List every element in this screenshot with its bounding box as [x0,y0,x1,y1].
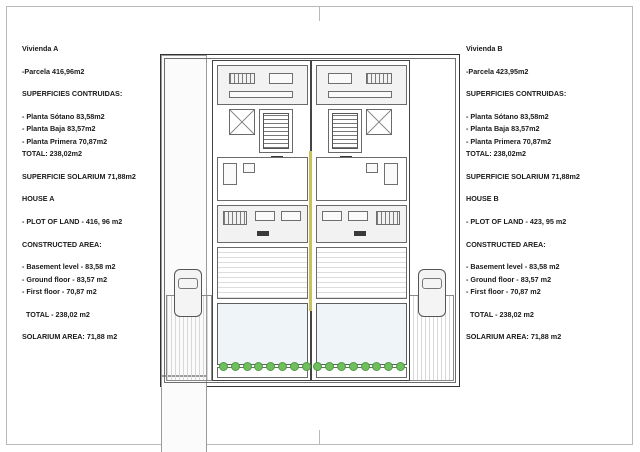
top-center-tick [319,7,320,21]
shrub-icon [372,362,381,371]
text-column-house-b [466,44,616,350]
house-b-total-en: TOTAL - 238,02 m2 [466,309,534,319]
parked-car-right [418,269,446,317]
house-a-top-room [217,65,308,105]
house-b-areas-heading-en: CONSTRUCTED AREA: [466,239,546,249]
house-b-heading: Vivienda B [466,44,503,53]
house-b-top-fixture [366,73,392,84]
house-b-kitchen-units [376,211,400,225]
shrub-icon [325,362,334,371]
house-b-top-window [328,73,352,84]
house-b-areas-heading: SUPERFICIES CONTRUIDAS: [466,89,567,99]
house-b-area-basement-en: - Basement level - 83,58 m2 [466,262,560,272]
shrub-icon [384,362,393,371]
house-b-plot-en: - PLOT OF LAND - 423, 95 m2 [466,216,567,226]
party-wall-centerline [309,151,312,311]
house-a-area-basement: - Planta Sótano 83,58m2 [22,112,105,122]
house-a-area-first-en: - First floor - 70,87 m2 [22,286,97,296]
house-b-area-first: - Planta Primera 70,87m2 [466,136,552,146]
shrub-icon [302,362,311,371]
house-b-area-basement: - Planta Sótano 83,58m2 [466,112,549,122]
house-a-bath-fixture [223,163,237,185]
house-b-staircase [332,113,358,149]
house-b-solarium-en: SOLARIUM AREA: 71,88 m2 [466,332,562,342]
house-b-top-room [316,65,407,105]
house-b-pool [316,303,407,365]
text-column-house-a [22,44,172,350]
house-b-heading-en: HOUSE B [466,194,499,204]
house-a-kitchen-units [223,211,247,225]
house-b-room-tag-2 [354,231,366,236]
house-a-staircase [263,113,289,149]
house-b-area-ground-en: - Ground floor - 83,57 m2 [466,274,552,284]
shrub-icon [219,362,228,371]
house-a-area-ground: - Planta Baja 83,57m2 [22,124,96,134]
house-a-total: TOTAL: 238,02m2 [22,148,83,158]
house-a-solarium: SUPERFICIE SOLARIUM 71,88m2 [22,171,136,181]
house-b-closet [366,163,378,173]
house-a-plot-en: - PLOT OF LAND - 416, 96 m2 [22,216,123,226]
house-a-area-basement-en: - Basement level - 83,58 m2 [22,262,116,272]
house-b-terrace [316,247,407,299]
house-a-plan [212,60,311,381]
shrub-icon [290,362,299,371]
house-b-area-first-en: - First floor - 70,87 m2 [466,286,541,296]
house-b-entry-step [328,91,392,98]
house-a-plot: -Parcela 416,96m2 [22,66,85,76]
parked-car-left [174,269,202,317]
plot-strip-right [161,376,207,452]
bottom-center-tick [319,430,320,444]
hedge-row [219,360,405,372]
house-b-plan [311,60,410,381]
house-a-solarium-en: SOLARIUM AREA: 71,88 m2 [22,332,118,342]
house-b-solarium: SUPERFICIE SOLARIUM 71,88m2 [466,171,580,181]
house-a-area-first: - Planta Primera 70,87m2 [22,136,108,146]
house-a-area-ground-en: - Ground floor - 83,57 m2 [22,274,108,284]
house-a-top-window [269,73,293,84]
house-a-top-fixture [229,73,255,84]
shrub-icon [361,362,370,371]
house-b-stair-void [366,109,392,135]
house-a-areas-heading: SUPERFICIES CONTRUIDAS: [22,89,123,99]
house-a-entry-step [229,91,293,98]
house-a-closet [243,163,255,173]
house-a-kitchen-island [255,211,275,221]
house-a-heading-en: HOUSE A [22,194,55,204]
house-a-room-tag-2 [257,231,269,236]
shrub-icon [266,362,275,371]
house-b-total: TOTAL: 238,02m2 [466,148,527,158]
house-a-heading: Vivienda A [22,44,59,53]
house-b-kitchen-island [348,211,368,221]
house-b-kitchen-counter [322,211,342,221]
shrub-icon [337,362,346,371]
shrub-icon [278,362,287,371]
shrub-icon [396,362,405,371]
shrub-icon [313,362,322,371]
house-a-stair-void [229,109,255,135]
shrub-icon [349,362,358,371]
shrub-icon [231,362,240,371]
house-b-area-ground: - Planta Baja 83,57m2 [466,124,540,134]
house-a-total-en: TOTAL - 238,02 m2 [22,309,90,319]
house-b-bath-fixture [384,163,398,185]
floor-plan-drawing [160,54,460,387]
house-b-plot: -Parcela 423,95m2 [466,66,529,76]
house-a-kitchen-counter [281,211,301,221]
shrub-icon [243,362,252,371]
house-a-pool [217,303,308,365]
house-a-areas-heading-en: CONSTRUCTED AREA: [22,239,102,249]
house-a-terrace [217,247,308,299]
shrub-icon [254,362,263,371]
